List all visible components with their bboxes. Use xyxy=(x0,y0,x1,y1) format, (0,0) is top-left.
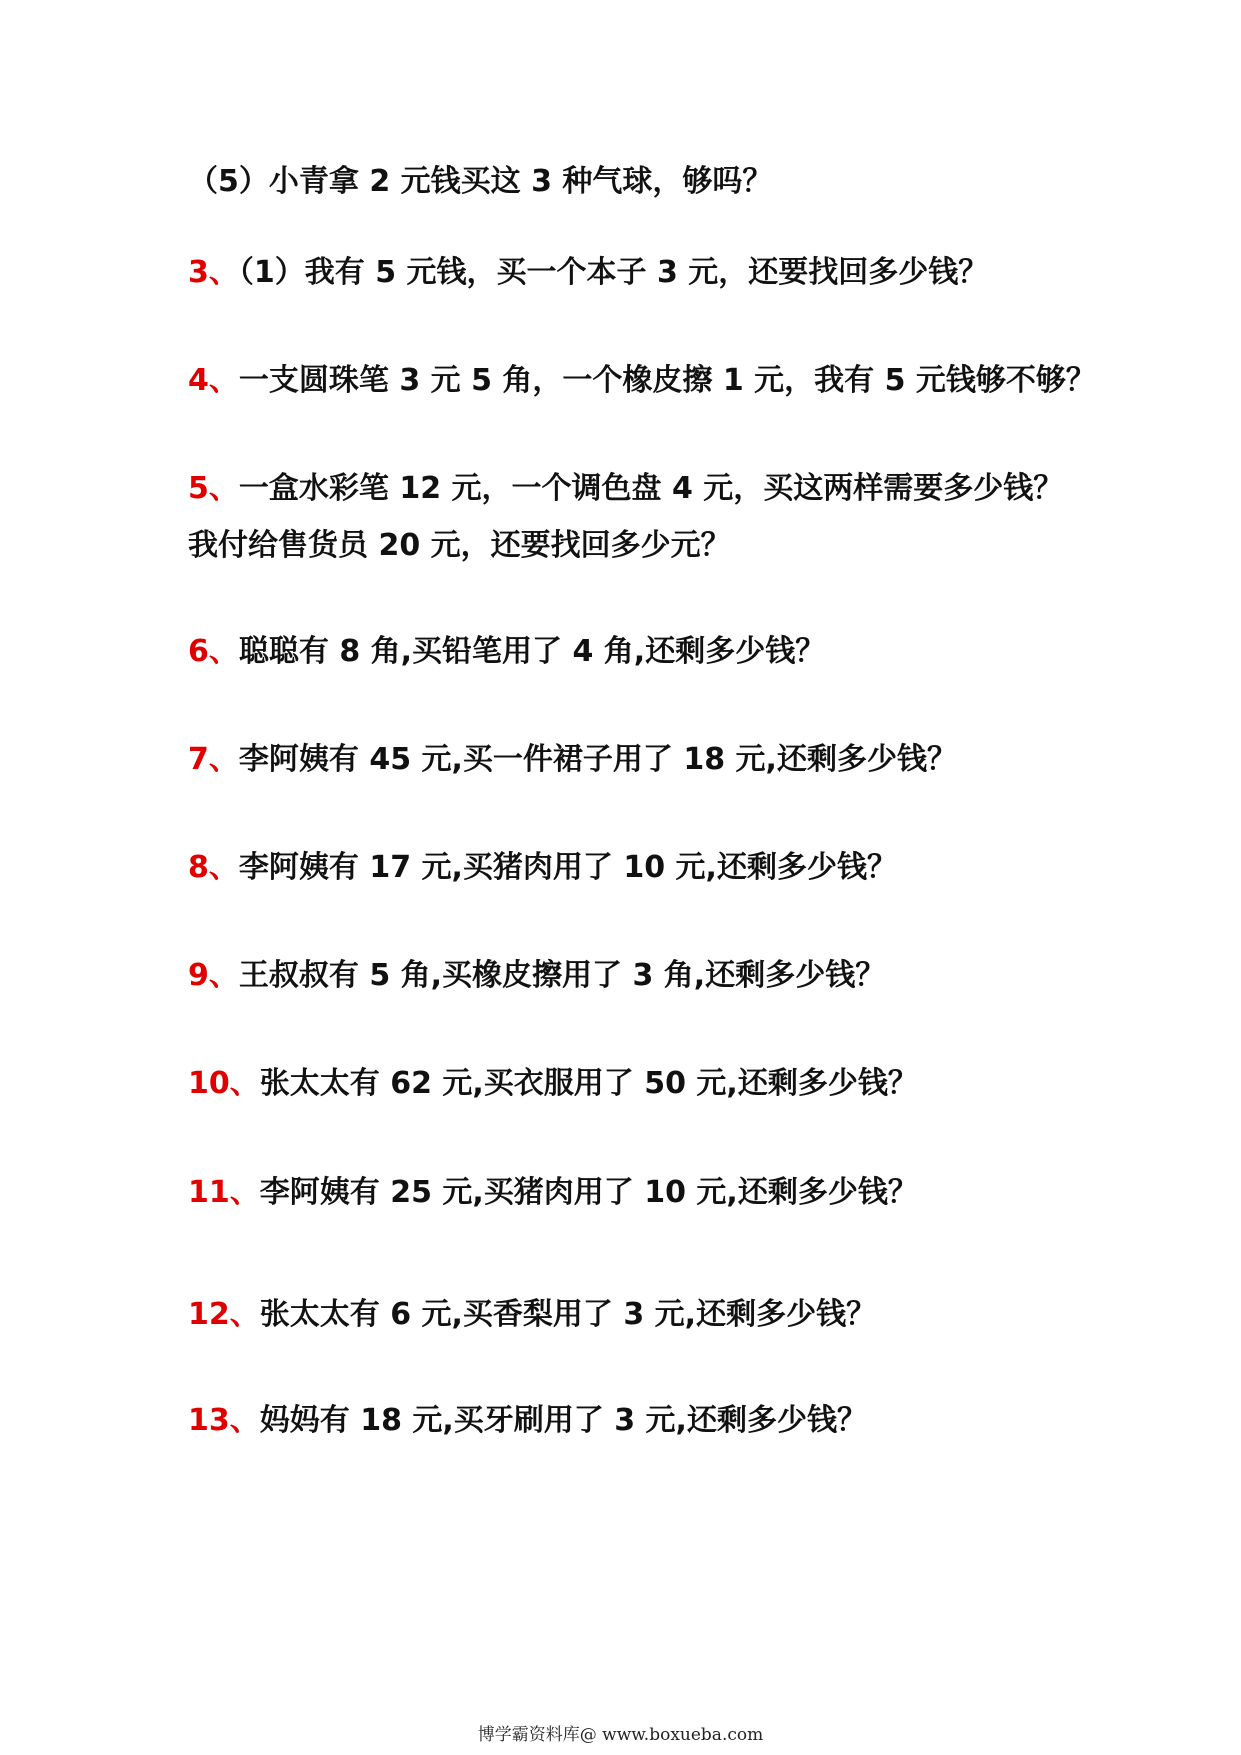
question-number: 11、 xyxy=(188,1175,260,1210)
question-number: 13、 xyxy=(188,1403,260,1438)
question-13 xyxy=(188,1401,867,1441)
question-number: 6、 xyxy=(188,634,239,669)
question-number: 3、 xyxy=(188,255,239,290)
question-number: 8、 xyxy=(188,850,239,885)
question-text: 妈妈有 18 元,买牙刷用了 3 元,还剩多少钱？ xyxy=(259,1403,867,1438)
question-3 xyxy=(188,253,988,293)
question-11 xyxy=(188,1173,918,1213)
question-8 xyxy=(188,848,897,888)
question-12 xyxy=(188,1295,876,1335)
question-text: 李阿姨有 17 元,买猪肉用了 10 元,还剩多少钱？ xyxy=(238,850,897,885)
question-5 xyxy=(188,469,1063,509)
question-text-line2: 我付给售货员 20 元，还要找回多少元？ xyxy=(188,528,731,563)
question-number: 9、 xyxy=(188,958,239,993)
question-number: 5、 xyxy=(188,471,239,506)
question-5-line2 xyxy=(188,526,731,566)
question-5-sub5 xyxy=(188,162,772,202)
question-number: 4、 xyxy=(188,363,239,398)
question-text: 张太太有 6 元,买香梨用了 3 元,还剩多少钱？ xyxy=(259,1297,877,1332)
question-number: 12、 xyxy=(188,1297,260,1332)
question-number: 7、 xyxy=(188,742,239,777)
question-4 xyxy=(188,361,1096,401)
question-10 xyxy=(188,1064,918,1104)
question-text: 张太太有 62 元,买衣服用了 50 元,还剩多少钱？ xyxy=(259,1066,918,1101)
question-text: 李阿姨有 45 元,买一件裙子用了 18 元,还剩多少钱？ xyxy=(238,742,957,777)
question-7 xyxy=(188,740,957,780)
question-text: （1）我有 5 元钱，买一个本子 3 元，还要找回多少钱？ xyxy=(238,255,989,290)
question-text: 李阿姨有 25 元,买猪肉用了 10 元,还剩多少钱？ xyxy=(259,1175,918,1210)
question-9 xyxy=(188,956,885,996)
question-text: 一支圆珠笔 3 元 5 角，一个橡皮擦 1 元，我有 5 元钱够不够？ xyxy=(238,363,1096,398)
question-text: （5）小青拿 2 元钱买这 3 种气球，够吗？ xyxy=(188,164,773,199)
question-text: 王叔叔有 5 角,买橡皮擦用了 3 角,还剩多少钱？ xyxy=(238,958,886,993)
footer-watermark: 博学霸资料库@ www.boxueba.com xyxy=(477,1725,764,1745)
question-text: 一盒水彩笔 12 元，一个调色盘 4 元，买这两样需要多少钱？ xyxy=(238,471,1064,506)
question-number: 10、 xyxy=(188,1066,260,1101)
question-text: 聪聪有 8 角,买铅笔用了 4 角,还剩多少钱？ xyxy=(238,634,826,669)
question-6 xyxy=(188,632,825,672)
